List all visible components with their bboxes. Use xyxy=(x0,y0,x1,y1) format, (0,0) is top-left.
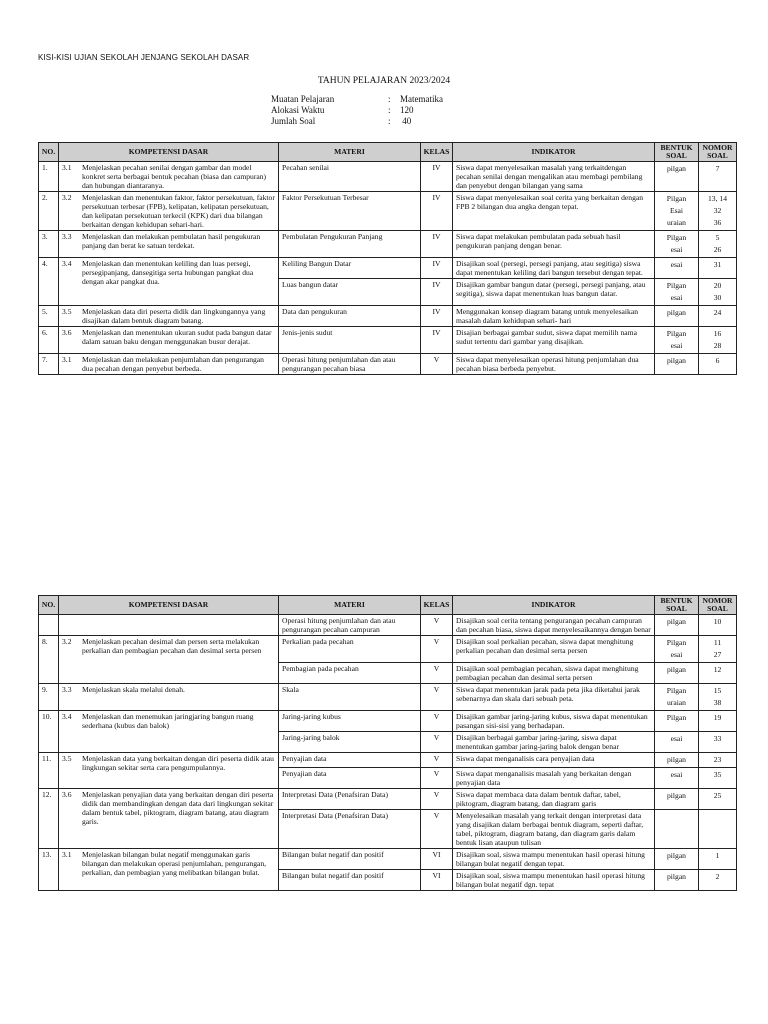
row-number: 6. xyxy=(39,327,59,354)
bentuk-value: Pilgan xyxy=(666,638,687,647)
bentuk-soal-cell xyxy=(655,258,699,279)
header-materi: MATERI xyxy=(279,143,421,162)
kd-number: 3.5 xyxy=(62,307,72,316)
nomor-value: 1 xyxy=(715,851,720,860)
nomor-value: 32 xyxy=(713,206,722,215)
indikator-cell: Siswa dapat menyelesaikan soal cerita yang berkaitan dengan FPB 2 bilangan dua angka dengan tepat. xyxy=(453,192,655,231)
bentuk-value: pilgan xyxy=(667,164,686,173)
kelas-cell: IV xyxy=(421,279,453,306)
meta-key: Jumlah Soal xyxy=(271,116,316,126)
nomor-soal-cell xyxy=(699,849,737,870)
nomor-soal-cell xyxy=(699,279,737,306)
kelas-cell: V xyxy=(421,810,453,849)
kelas-cell: IV xyxy=(421,162,453,192)
nomor-value: 35 xyxy=(713,770,722,779)
kd-text: Menjelaskan dan menentukan keliling dan luas persegi, persegipanjang, dansegitiga serta hubungan pangkat dua dengan akar pangkat dua. xyxy=(82,259,254,286)
materi-cell: Perkalian pada pecahan xyxy=(279,636,421,663)
table-header-row xyxy=(39,143,737,162)
materi-cell: Penyajian data xyxy=(279,753,421,768)
header-kelas: KELAS xyxy=(421,143,453,162)
bentuk-value: esai xyxy=(670,260,683,269)
materi-cell: Interpretasi Data (Penafsiran Data) xyxy=(279,789,421,810)
nomor-value: 15 xyxy=(713,686,722,695)
table-row xyxy=(39,192,737,231)
nomor-value: 30 xyxy=(713,293,722,302)
materi-cell: Luas bangun datar xyxy=(279,279,421,306)
indikator-cell: Siswa dapat menyelesaikan operasi hitung penjumlahan dua pecahan biasa berbeda penyebut. xyxy=(453,354,655,375)
bentuk-soal-cell xyxy=(655,192,699,231)
nomor-value: 36 xyxy=(713,218,722,227)
kelas-cell: IV xyxy=(421,231,453,258)
header-nomor-soal xyxy=(699,596,737,615)
table-body xyxy=(39,615,737,891)
header-kelas: KELAS xyxy=(421,596,453,615)
bentuk-value: Pilgan xyxy=(666,233,687,242)
kelas-cell: V xyxy=(421,768,453,789)
bentuk-value: Esai xyxy=(669,206,684,215)
materi-cell: Operasi hitung penjumlahan dan atau pengurangan pecahan biasa xyxy=(279,354,421,375)
nomor-soal-cell xyxy=(699,810,737,849)
nomor-value: 6 xyxy=(715,356,720,365)
materi-cell: Interpretasi Data (Penafsiran Data) xyxy=(279,810,421,849)
bentuk-soal-cell xyxy=(655,615,699,636)
nomor-soal-cell xyxy=(699,615,737,636)
nomor-soal-cell xyxy=(699,789,737,810)
row-number: 7. xyxy=(39,354,59,375)
indikator-cell: Siswa dapat menganalisis masalah yang berkaitan dengan penyajian data xyxy=(453,768,655,789)
meta-value: Matematika xyxy=(400,94,443,104)
nomor-value: 20 xyxy=(713,281,722,290)
nomor-soal-cell xyxy=(699,732,737,753)
materi-cell: Jaring-jaring kubus xyxy=(279,711,421,732)
kompetensi-dasar-cell xyxy=(59,258,279,306)
kd-line xyxy=(62,163,275,190)
bentuk-value: Pilgan xyxy=(666,281,687,290)
table-row xyxy=(39,753,737,768)
kd-number: 3.4 xyxy=(62,259,72,268)
bentuk-soal-cell xyxy=(655,711,699,732)
bentuk-value: pilgan xyxy=(667,308,686,317)
materi-cell: Jenis-jenis sudut xyxy=(279,327,421,354)
bentuk-soal-cell xyxy=(655,636,699,663)
bentuk-value: esai xyxy=(670,734,683,743)
nomor-soal-cell xyxy=(699,231,737,258)
kd-line xyxy=(62,193,275,229)
nomor-soal-cell xyxy=(699,354,737,375)
header-bentuk-line-2: SOAL xyxy=(666,604,687,613)
kd-line xyxy=(62,685,275,694)
row-number: 2. xyxy=(39,192,59,231)
header-bentuk-soal xyxy=(655,143,699,162)
row-number: 5. xyxy=(39,306,59,327)
indikator-cell: Siswa dapat melakukan pembulatan pada sebuah hasil pengukuran panjang dengan benar. xyxy=(453,231,655,258)
kompetensi-dasar-cell xyxy=(59,636,279,684)
header-kompetensi-dasar: KOMPETENSI DASAR xyxy=(59,596,279,615)
kompetensi-dasar-cell xyxy=(59,327,279,354)
indikator-cell: Siswa dapat menganalisis cara penyajian data xyxy=(453,753,655,768)
table-row xyxy=(39,306,737,327)
row-number xyxy=(39,615,59,636)
kd-text: Menjelaskan pecahan desimal dan persen serta melakukan perkalian dan pembagian pecahan dan desimal serta persen xyxy=(82,637,262,655)
nomor-soal-cell xyxy=(699,768,737,789)
indikator-cell: Disajikan soal perkalian pecahan, siswa dapat menghitung perkalian pecahan dan desimal serta persen xyxy=(453,636,655,663)
bentuk-value: esai xyxy=(670,245,683,254)
kd-number: 3.1 xyxy=(62,163,72,172)
kd-text: Menjelaskan bilangan bulat negatif menggunakan garis bilangan dan melakukan operasi penjumlahan, pengurangan, perkalian, dan pembagian yang melibatkan bilangan bulat. xyxy=(82,850,267,877)
bentuk-soal-cell xyxy=(655,663,699,684)
kd-text: Menjelaskan dan menentukan ukuran sudut pada bangun datar dalam satuan baku dengan menggunakan busur derajat. xyxy=(82,328,272,346)
nomor-soal-cell xyxy=(699,636,737,663)
bentuk-soal-cell xyxy=(655,354,699,375)
kelas-cell: VI xyxy=(421,849,453,870)
nomor-value: 27 xyxy=(713,650,722,659)
indikator-cell: Disajikan gambar bangun datar (persegi, persegi panjang, atau segitiga), siswa dapat menentukan luas bangun datar. xyxy=(453,279,655,306)
table-row xyxy=(39,711,737,732)
kd-text: Menjelaskan dan menemukan jaringjaring bangun ruang sederhana (kubus dan balok) xyxy=(82,712,254,730)
kelas-cell: V xyxy=(421,684,453,711)
nomor-value: 13, 14 xyxy=(708,194,727,203)
kelas-cell: V xyxy=(421,354,453,375)
kelas-cell: V xyxy=(421,732,453,753)
blueprint-table-1 xyxy=(38,142,737,375)
kd-line xyxy=(62,307,275,325)
meta-row xyxy=(271,94,443,105)
table-row xyxy=(39,789,737,810)
kompetensi-dasar-cell xyxy=(59,162,279,192)
kelas-cell: V xyxy=(421,753,453,768)
nomor-value: 24 xyxy=(713,308,722,317)
kd-line xyxy=(62,754,275,772)
bentuk-soal-cell xyxy=(655,279,699,306)
kelas-cell: IV xyxy=(421,192,453,231)
header-nomor-soal xyxy=(699,143,737,162)
meta-colon: : xyxy=(388,94,391,104)
header-bentuk-line-1: BENTUK xyxy=(660,596,693,605)
header-nomor-line-1: NOMOR xyxy=(702,143,733,152)
row-number: 13. xyxy=(39,849,59,891)
bentuk-value: pilgan xyxy=(667,851,686,860)
indikator-cell: Disajikan gambar jaring-jaring kubus, siswa dapat menentukan pasangan sisi-sisi yang berhadapan. xyxy=(453,711,655,732)
row-number: 12. xyxy=(39,789,59,849)
bentuk-soal-cell xyxy=(655,768,699,789)
table-row xyxy=(39,615,737,636)
kompetensi-dasar-cell xyxy=(59,306,279,327)
kd-line xyxy=(62,232,275,250)
kd-number: 3.2 xyxy=(62,637,72,646)
materi-cell: Bilangan bulat negatif dan positif xyxy=(279,870,421,891)
bentuk-value: pilgan xyxy=(667,665,686,674)
bentuk-value: uraian xyxy=(667,698,686,707)
kompetensi-dasar-cell xyxy=(59,753,279,789)
indikator-cell: Disajikan soal, siswa mampu menentukan hasil operasi hitung bilangan bulat negatif dgn. tepat xyxy=(453,870,655,891)
nomor-value: 12 xyxy=(713,665,722,674)
school-year: TAHUN PELAJARAN 2023/2024 xyxy=(317,76,451,86)
row-number: 9. xyxy=(39,684,59,711)
kelas-cell: V xyxy=(421,789,453,810)
meta-value: 40 xyxy=(400,116,412,126)
header-materi: MATERI xyxy=(279,596,421,615)
kd-text: Menjelaskan skala melalui denah. xyxy=(82,685,185,694)
nomor-soal-cell xyxy=(699,306,737,327)
nomor-soal-cell xyxy=(699,684,737,711)
table-row xyxy=(39,636,737,663)
indikator-cell: Menyelesaikan masalah yang terkait dengan interpretasi data yang disajikan dalam berbagai bentuk diagram, seperti daftar, tabel, piktogram, diagram batang, dan diagram garis dalam bentuk lisan ataupun tulisan xyxy=(453,810,655,849)
indikator-cell: Siswa dapat menentukan jarak pada peta jika diketahui jarak sebenarnya dan skala dari sebuah peta. xyxy=(453,684,655,711)
nomor-soal-cell xyxy=(699,258,737,279)
indikator-cell: Disajikan soal (persegi, persegi panjang, atau segitiga) siswa dapat menentukan keliling dari bangun tersebut dengan tepat. xyxy=(453,258,655,279)
indikator-cell: Disajikan soal pembagian pecahan, siswa dapat menghitung pembagian pecahan dan desimal serta persen xyxy=(453,663,655,684)
kompetensi-dasar-cell xyxy=(59,711,279,753)
blueprint-table-2 xyxy=(38,595,737,891)
materi-cell: Keliling Bangun Datar xyxy=(279,258,421,279)
nomor-value: 16 xyxy=(713,329,722,338)
kd-line xyxy=(62,637,275,655)
table-row xyxy=(39,684,737,711)
kelas-cell: VI xyxy=(421,870,453,891)
indikator-cell: Disajian berbagai gambar sudut, siswa dapat memilih nama sudut tertentu dari gambar yang disajikan. xyxy=(453,327,655,354)
indikator-cell: Menggunakan konsep diagram batang untuk menyelesaikan masalah dalam kehidupan sehari- hari xyxy=(453,306,655,327)
nomor-soal-cell xyxy=(699,870,737,891)
header-nomor-line-1: NOMOR xyxy=(702,596,733,605)
header-bentuk-line-1: BENTUK xyxy=(660,143,693,152)
kd-text: Menjelaskan data yang berkaitan dengan diri peserta didik atau lingkungan sekitar serta cara pengumpulannya. xyxy=(82,754,274,772)
kompetensi-dasar-cell xyxy=(59,354,279,375)
kd-text: Menjelaskan pecahan senilai dengan gambar dan model konkret serta berbagai bentuk pecahan (biasa dan campuran) dan hubungan diantaranya. xyxy=(82,163,267,190)
row-number: 1. xyxy=(39,162,59,192)
kd-text: Menjelaskan dan menentukan faktor, faktor persekutuan, faktor persekutuan terbesar (FPB), kelipatan, kelipatan persekutuan, dan kelipatan persekutuan terkecil (KPK) dari dua bilangan berkaitan dengan kehidupan sehari-hari. xyxy=(82,193,275,229)
bentuk-soal-cell xyxy=(655,327,699,354)
bentuk-value: pilgan xyxy=(667,791,686,800)
header-no: NO. xyxy=(39,596,59,615)
meta-key: Alokasi Waktu xyxy=(271,105,325,115)
nomor-soal-cell xyxy=(699,327,737,354)
kelas-cell: IV xyxy=(421,306,453,327)
nomor-value: 11 xyxy=(713,638,722,647)
nomor-value: 38 xyxy=(713,698,722,707)
kompetensi-dasar-cell xyxy=(59,231,279,258)
nomor-value: 28 xyxy=(713,341,722,350)
subject-meta xyxy=(271,94,443,127)
nomor-soal-cell xyxy=(699,663,737,684)
materi-cell: Pecahan senilai xyxy=(279,162,421,192)
kd-line xyxy=(62,850,275,877)
bentuk-value: Pilgan xyxy=(666,713,687,722)
bentuk-soal-cell xyxy=(655,753,699,768)
kd-number: 3.6 xyxy=(62,328,72,337)
kd-number: 3.5 xyxy=(62,754,72,763)
header-bentuk-soal xyxy=(655,596,699,615)
table-header-row xyxy=(39,596,737,615)
kd-text: Menjelaskan dan melakukan penjumlahan dan pengurangan dua pecahan dengan penyebut berbeda. xyxy=(82,355,264,373)
bentuk-value: esai xyxy=(670,770,683,779)
nomor-value: 31 xyxy=(713,260,722,269)
kompetensi-dasar-cell xyxy=(59,789,279,849)
bentuk-soal-cell xyxy=(655,732,699,753)
kd-text: Menjelaskan penyajian data yang berkaitan dengan diri peserta didik dan membandingkan dengan data dari lingkungan sekitar dalam bentuk tabel, piktogram, diagram batang, atau diagram garis. xyxy=(82,790,274,826)
nomor-value: 23 xyxy=(713,755,722,764)
meta-row xyxy=(271,116,443,127)
materi-cell: Bilangan bulat negatif dan positif xyxy=(279,849,421,870)
table-row xyxy=(39,354,737,375)
nomor-soal-cell xyxy=(699,162,737,192)
indikator-cell: Siswa dapat menyelesaikan masalah yang terkaitdengan pecahan senilai dengan mengalikan atau membagi pembilang dan penyebut dengan bilangan yang sama xyxy=(453,162,655,192)
table-row xyxy=(39,162,737,192)
bentuk-soal-cell xyxy=(655,849,699,870)
meta-key: Muatan Pelajaran xyxy=(271,94,335,104)
kompetensi-dasar-cell xyxy=(59,849,279,891)
bentuk-soal-cell xyxy=(655,162,699,192)
bentuk-value: pilgan xyxy=(667,356,686,365)
materi-cell: Penyajian data xyxy=(279,768,421,789)
kelas-cell: V xyxy=(421,663,453,684)
kompetensi-dasar-cell xyxy=(59,192,279,231)
kelas-cell: IV xyxy=(421,258,453,279)
header-kompetensi-dasar: KOMPETENSI DASAR xyxy=(59,143,279,162)
nomor-soal-cell xyxy=(699,192,737,231)
indikator-cell: Disajikan berbagai gambar jaring-jaring, siswa dapat menentukan gambar jaring-jaring balok dengan benar xyxy=(453,732,655,753)
kd-number: 3.2 xyxy=(62,193,72,202)
header-no: NO. xyxy=(39,143,59,162)
header-indikator: INDIKATOR xyxy=(453,143,655,162)
nomor-soal-cell xyxy=(699,711,737,732)
document-title: KISI-KISI UJIAN SEKOLAH JENJANG SEKOLAH DASAR xyxy=(38,53,250,62)
bentuk-value: pilgan xyxy=(667,872,686,881)
bentuk-value: uraian xyxy=(667,218,686,227)
indikator-cell: Siswa dapat membaca data dalam bentuk daftar, tabel, piktogram, diagram batang, dan diagram garis xyxy=(453,789,655,810)
nomor-soal-cell xyxy=(699,753,737,768)
bentuk-soal-cell xyxy=(655,789,699,810)
meta-colon: : xyxy=(388,105,391,115)
kelas-cell: V xyxy=(421,711,453,732)
kd-number: 3.3 xyxy=(62,685,72,694)
kompetensi-dasar-cell xyxy=(59,615,279,636)
bentuk-soal-cell xyxy=(655,810,699,849)
header-nomor-line-2: SOAL xyxy=(707,604,728,613)
nomor-value: 19 xyxy=(713,713,722,722)
bentuk-soal-cell xyxy=(655,231,699,258)
kelas-cell: V xyxy=(421,636,453,663)
materi-cell: Jaring-jaring balok xyxy=(279,732,421,753)
table-row xyxy=(39,231,737,258)
kd-number: 3.1 xyxy=(62,850,72,859)
kd-line xyxy=(62,259,275,286)
header-indikator: INDIKATOR xyxy=(453,596,655,615)
kd-number: 3.6 xyxy=(62,790,72,799)
kd-number: 3.4 xyxy=(62,712,72,721)
nomor-value: 2 xyxy=(715,872,720,881)
bentuk-value: pilgan xyxy=(667,617,686,626)
materi-cell: Operasi hitung penjumlahan dan atau pengurangan pecahan campuran xyxy=(279,615,421,636)
bentuk-value: Pilgan xyxy=(666,329,687,338)
bentuk-value: esai xyxy=(670,293,683,302)
nomor-value: 26 xyxy=(713,245,722,254)
bentuk-value: pilgan xyxy=(667,755,686,764)
bentuk-value: Pilgan xyxy=(666,194,687,203)
bentuk-soal-cell xyxy=(655,684,699,711)
materi-cell: Skala xyxy=(279,684,421,711)
kelas-cell: V xyxy=(421,615,453,636)
bentuk-value: Pilgan xyxy=(666,686,687,695)
kd-line xyxy=(62,712,275,730)
meta-value: 120 xyxy=(400,105,414,115)
row-number: 3. xyxy=(39,231,59,258)
table-row xyxy=(39,258,737,279)
table-row xyxy=(39,327,737,354)
materi-cell: Pembulatan Pengukuran Panjang xyxy=(279,231,421,258)
nomor-value: 5 xyxy=(715,233,720,242)
bentuk-soal-cell xyxy=(655,870,699,891)
indikator-cell: Disajikan soal cerita tentang pengurangan pecahan campuran dan pecahan biasa, siswa dapat menyelesaikannya dengan benar xyxy=(453,615,655,636)
kd-number: 3.1 xyxy=(62,355,72,364)
header-nomor-line-2: SOAL xyxy=(707,151,728,160)
kd-line xyxy=(62,790,275,826)
nomor-value: 33 xyxy=(713,734,722,743)
kd-line xyxy=(62,355,275,373)
row-number: 10. xyxy=(39,711,59,753)
materi-cell: Pembagian pada pecahan xyxy=(279,663,421,684)
meta-row xyxy=(271,105,443,116)
meta-colon: : xyxy=(388,116,391,126)
kd-text: Menjelaskan dan melakukan pembulatan hasil pengukuran panjang dan berat ke satuan terdekat. xyxy=(82,232,261,250)
nomor-value: 7 xyxy=(715,164,720,173)
kd-text: Menjelaskan data diri peserta didik dan lingkungannya yang disajikan dalam bentuk diagram batang. xyxy=(82,307,266,325)
bentuk-soal-cell xyxy=(655,306,699,327)
row-number: 11. xyxy=(39,753,59,789)
kompetensi-dasar-cell xyxy=(59,684,279,711)
row-number: 8. xyxy=(39,636,59,684)
materi-cell: Faktor Persekutuan Terbesar xyxy=(279,192,421,231)
kd-number: 3.3 xyxy=(62,232,72,241)
header-bentuk-line-2: SOAL xyxy=(666,151,687,160)
indikator-cell: Disajikan soal, siswa mampu menentukan hasil operasi hitung bilangan bulat negatif dengan tepat. xyxy=(453,849,655,870)
kd-line xyxy=(62,328,275,346)
table-row xyxy=(39,849,737,870)
bentuk-value: esai xyxy=(670,650,683,659)
table-body xyxy=(39,162,737,375)
materi-cell: Data dan pengukuran xyxy=(279,306,421,327)
bentuk-value: esai xyxy=(670,341,683,350)
row-number: 4. xyxy=(39,258,59,306)
nomor-value: 25 xyxy=(713,791,722,800)
kelas-cell: IV xyxy=(421,327,453,354)
nomor-value: 10 xyxy=(713,617,722,626)
